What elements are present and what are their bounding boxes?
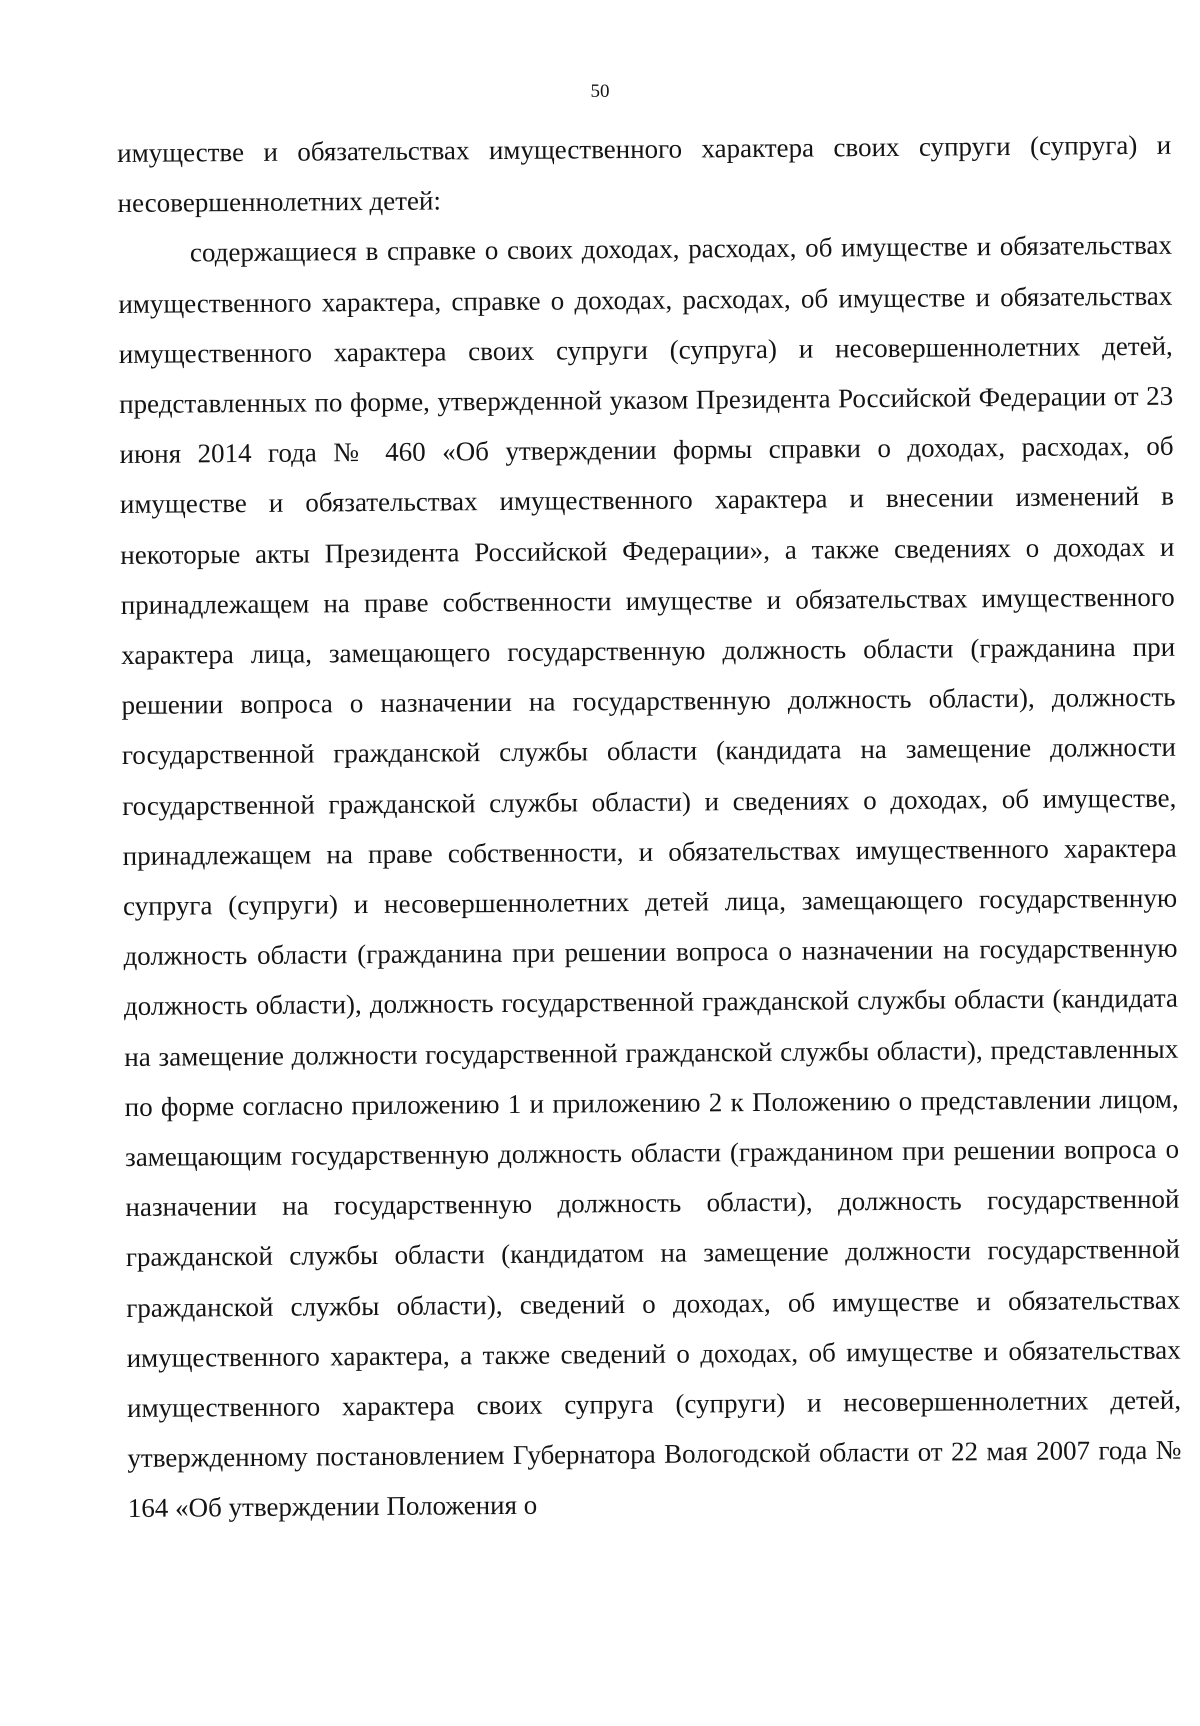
paragraph-continuation: имуществе и обязательствах имущественного характера своих супруги (супруга) и несовершеннолетних детей:	[117, 129, 1172, 219]
document-body	[117, 120, 1182, 1534]
page-number: 50	[590, 81, 610, 102]
paragraph-main: содержащиеся в справке о своих доходах, расходах, об имуществе и обязательствах имущественного характера, справке о доходах, расходах, об имуществе и обязательствах имущественного характера своих супруги (супруга) и несовершеннолетних детей, представленных по форме, утвержденной указом Президента Российской Федерации от 23 июня 2014 года № 460 «Об утверждении формы справки о доходах, расходах, об имуществе и обязательствах имущественного характера и внесении изменений в некоторые акты Президента Российской Федерации», а также сведениях о доходах и принадлежащем на праве собственности имуществе и обязательствах имущественного характера лица, замещающего государственную должность области (гражданина при решении вопроса о назначении на государственную должность области), должность государственной гражданской службы области (кандидата на замещение должности государственной гражданской службы области) и сведениях о доходах, об имуществе, принадлежащем на праве собственности, и обязательствах имущественного характера супруга (супруги) и несовершеннолетних детей лица, замещающего государственную должность области (гражданина при решении вопроса о назначении на государственную должность области), должность государственной гражданской службы области (кандидата на замещение должности государственной гражданской службы области), представленных по форме согласно приложению 1 и приложению 2 к Положению о представлении лицом, замещающим государственную должность области (гражданином при решении вопроса о назначении на государственную должность области), должность государственной гражданской службы области (кандидатом на замещение должности государственной гражданской службы области), сведений о доходах, об имуществе и обязательствах имущественного характера, а также сведений о доходах, об имуществе и обязательствах имущественного характера своих супруга (супруги) и несовершеннолетних детей, утвержденному постановлением Губернатора Вологодской области от 22 мая 2007 года № 164 «Об утверждении Положения о	[118, 230, 1182, 1524]
